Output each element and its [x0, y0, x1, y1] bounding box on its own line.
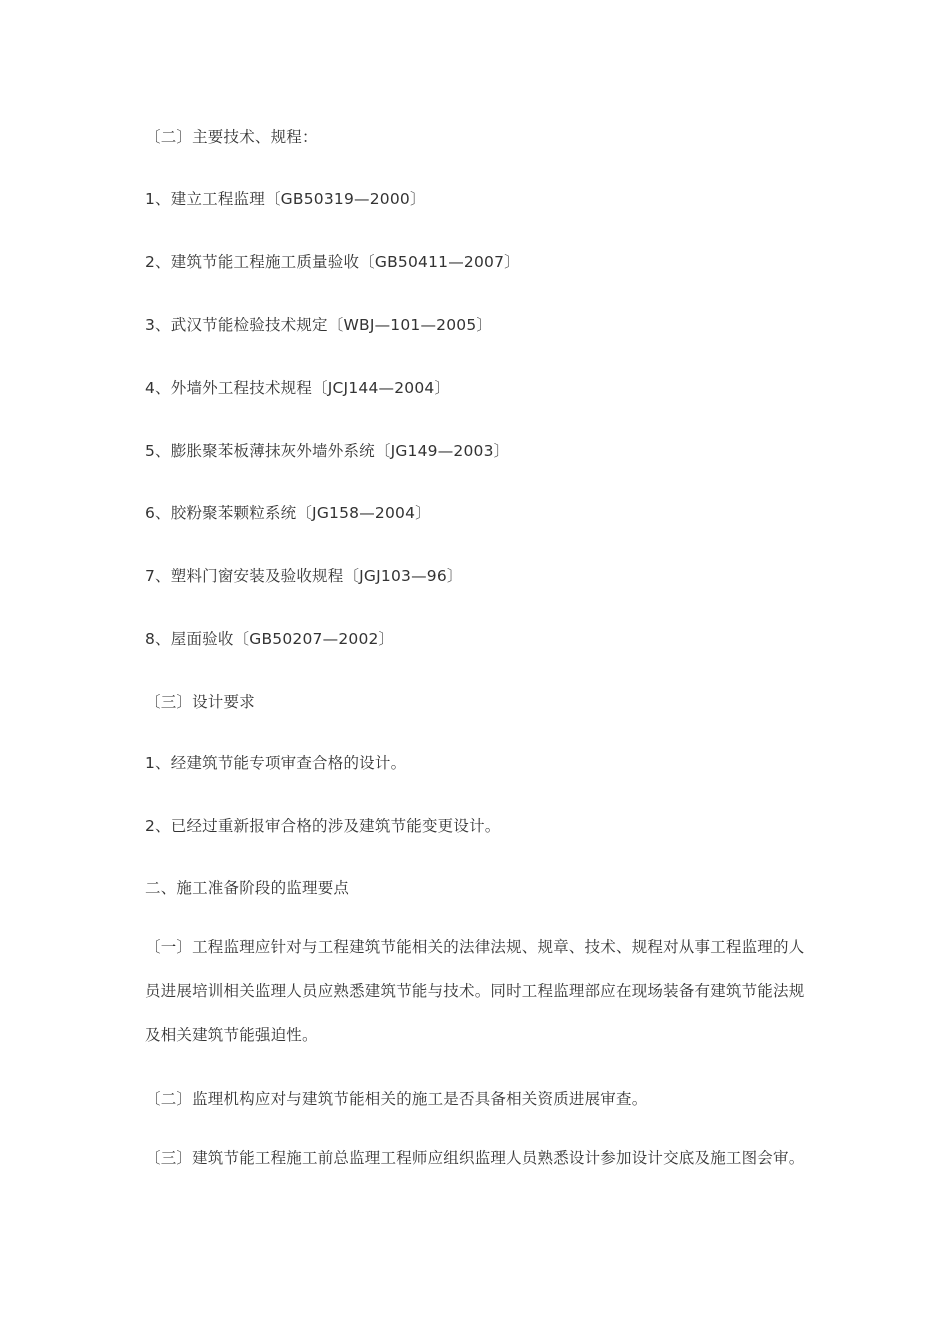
design-requirement-2: 2、已经过重新报审合格的涉及建筑节能变更设计。	[145, 817, 501, 835]
section-heading-main-standards: 〔二〕主要技术、规程：	[145, 128, 318, 146]
standard-item-3: 3、武汉节能检验技术规定〔WBJ—101—2005〕	[145, 316, 493, 334]
standard-item-2: 2、建筑节能工程施工质量验收〔GB50411—2007〕	[145, 253, 520, 271]
standard-item-7: 7、塑料门窗安装及验收规程〔JGJ103—96〕	[145, 567, 463, 585]
preparation-paragraph-1: 〔一〕工程监理应针对与工程建筑节能相关的法律法规、规章、技术、规程对从事工程监理的人员进展培训相关监理人员应熟悉建筑节能与技术。同时工程监理部应在现场装备有建筑节能法规及相关建筑节能强迫性。	[145, 938, 805, 1044]
preparation-paragraph-2: 〔二〕监理机构应对与建筑节能相关的施工是否具备相关资质进展审查。	[145, 1090, 648, 1108]
preparation-paragraph-3: 〔三〕建筑节能工程施工前总监理工程师应组织监理人员熟悉设计参加设计交底及施工图会审。	[145, 1149, 805, 1167]
section-heading-preparation-stage: 二、施工准备阶段的监理要点	[145, 879, 350, 897]
standard-item-4: 4、外墙外工程技术规程〔JCJ144—2004〕	[145, 379, 451, 397]
standard-item-1: 1、建立工程监理〔GB50319—2000〕	[145, 190, 426, 208]
standard-item-6: 6、胶粉聚苯颗粒系统〔JG158—2004〕	[145, 504, 431, 522]
standard-item-8: 8、屋面验收〔GB50207—2002〕	[145, 630, 395, 648]
standard-item-5: 5、膨胀聚苯板薄抹灰外墙外系统〔JG149—2003〕	[145, 442, 510, 460]
section-heading-design-requirements: 〔三〕设计要求	[145, 693, 255, 711]
design-requirement-1: 1、经建筑节能专项审查合格的设计。	[145, 754, 407, 772]
